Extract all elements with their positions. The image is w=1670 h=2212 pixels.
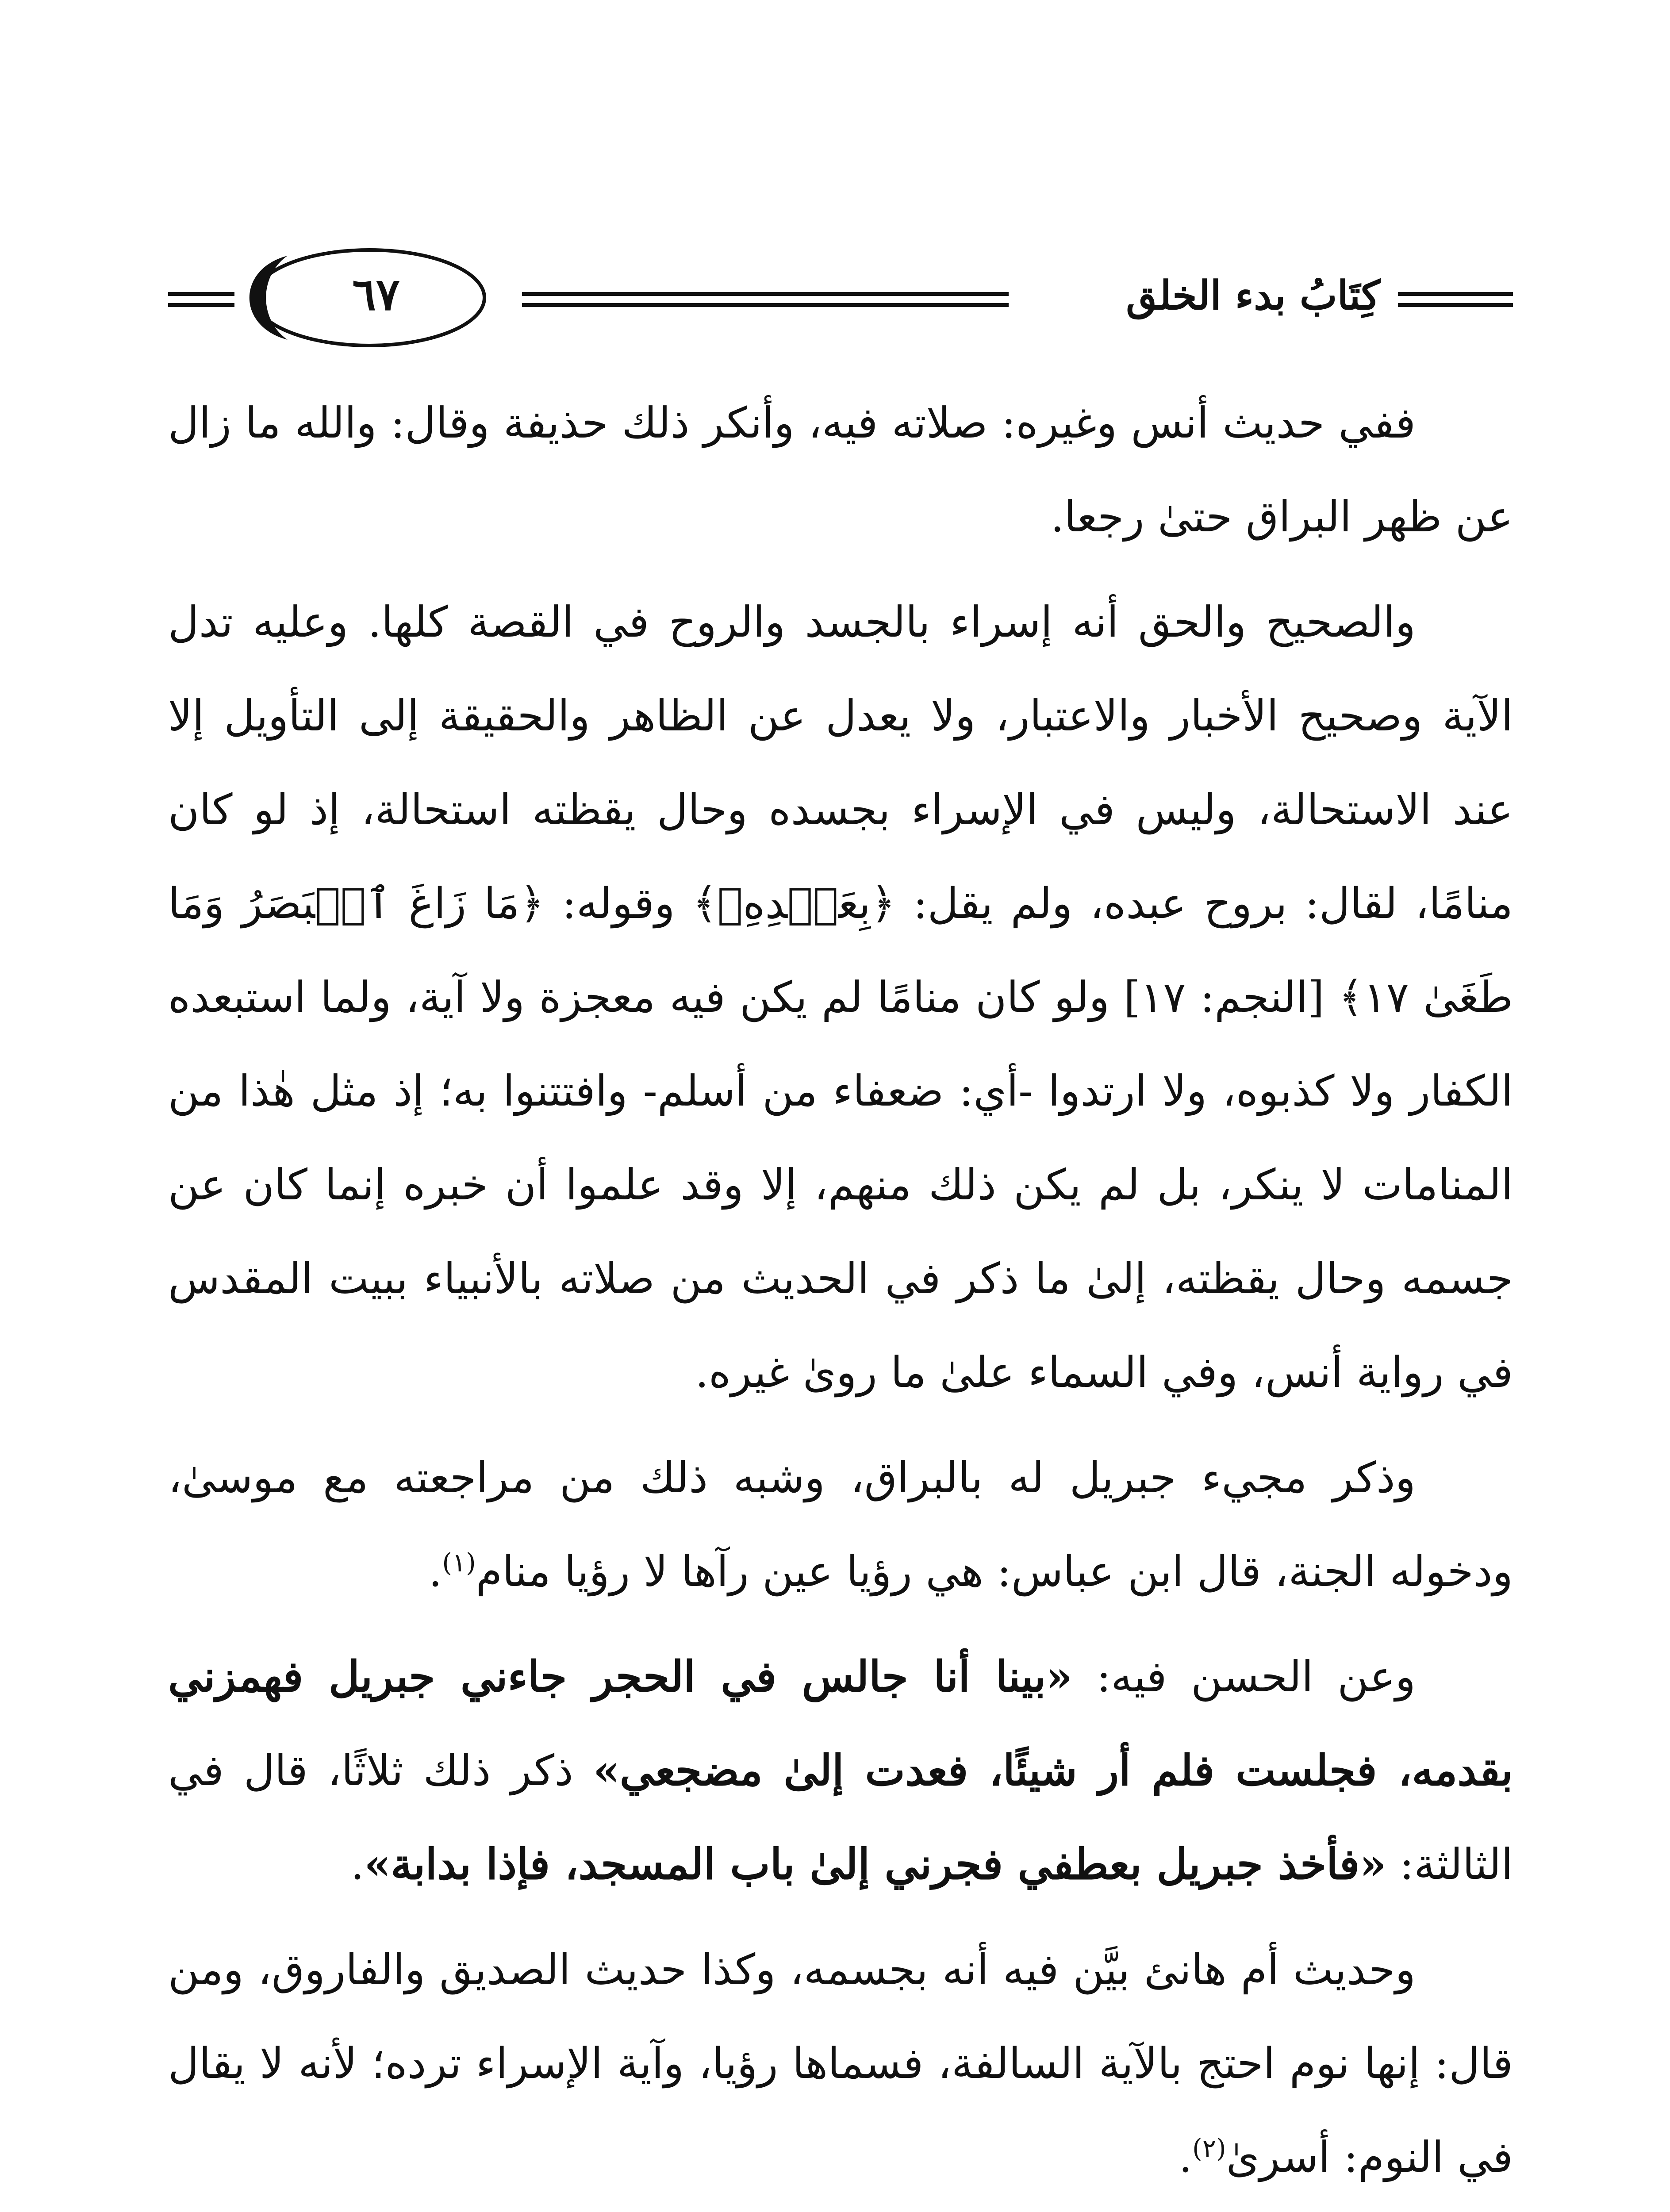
paragraph-text: .: [350, 1839, 365, 1889]
footnote-reference: (١): [442, 1548, 476, 1578]
book-page: [168, 230, 1513, 2212]
header-rule-right: [1398, 292, 1513, 307]
paragraph-text: وحديث أم هانئ بيَّن فيه أنه بجسمه، وكذا حديث الصديق والفاروق، ومن قال: إنها نوم احتج بالآية السالفة، فسماها رؤيا، وآية الإسراء ترده؛ لأنه لا يقال في النوم: أسرىٰ: [168, 1945, 1513, 2182]
hadith-quote: «فأخذ جبريل بعطفي فجرني إلىٰ باب المسجد، فإذا بدابة»: [364, 1839, 1386, 1889]
paragraph: [168, 1431, 1513, 1618]
footnote-reference: (٢): [1192, 2133, 1226, 2163]
page-number-badge: [217, 242, 518, 353]
hadith-quote: «بينا أنا جالس في الحجر جاءني جبريل فهمزني بقدمه، فجلست فلم أر شيئًا، فعدت إلىٰ مضجعي»: [168, 1651, 1513, 1795]
book-title: كِتَابُ بدء الخلق: [1126, 272, 1380, 319]
paragraph-text: ذكر ذلك ثلاثًا، قال في الثالثة:: [168, 1746, 1513, 1889]
paragraph: [168, 575, 1513, 1419]
page-number: ٦٧: [352, 268, 400, 320]
paragraph-text: .: [1179, 2132, 1193, 2182]
header-rule-middle: [522, 292, 1009, 307]
main-text: [168, 376, 1513, 2212]
paragraph-text: وعن الحسن فيه:: [1072, 1652, 1416, 1701]
paragraph-text: ففي حديث أنس وغيره: صلاته فيه، وأنكر ذلك حذيفة وقال: والله ما زال عن ظهر البراق حتىٰ رجعا.: [168, 398, 1513, 541]
paragraph-text: .: [428, 1547, 442, 1596]
paragraph-text: والصحيح والحق أنه إسراء بالجسد والروح في القصة كلها. وعليه تدل الآية وصحيح الأخبار والاعتبار، ولا يعدل عن الظاهر والحقيقة إلى التأويل إلا عند الاستحالة، وليس في الإسراء بجسده وحال يقظته استحالة، إذ لو كان منامًا، لقال: بروح عبده، ولم يقل: ﴿بِعَبۡدِهِۦ﴾ وقوله: ﴿مَا زَاغَ ٱلۡبَصَرُ وَمَا طَغَىٰ ١٧﴾ [النجم: ١٧] ولو كان منامًا لم يكن فيه معجزة ولا آية، ولما استبعده الكفار ولا كذبوه، ولا ارتدوا -أي: ضعفاء من أسلم- وافتتنوا به؛ إذ مثل هٰذا من المنامات لا ينكر، بل لم يكن ذلك منهم، إلا وقد علموا أن خبره إنما كان عن جسمه وحال يقظته، إلىٰ ما ذكر في الحديث من صلاته بالأنبياء ببيت المقدس في رواية أنس، وفي السماء علىٰ ما روىٰ غيره.: [168, 597, 1513, 1397]
paragraph-text: وذكر مجيء جبريل له بالبراق، وشبه ذلك من مراجعته مع موسىٰ، ودخوله الجنة، قال ابن عباس: هي رؤيا عين رآها لا رؤيا منام: [168, 1453, 1513, 1596]
paragraph: [168, 1630, 1513, 1911]
paragraph: [168, 376, 1513, 564]
header-rule-left: [168, 292, 234, 307]
paragraph: [168, 1923, 1513, 2204]
page-header: [168, 230, 1513, 363]
